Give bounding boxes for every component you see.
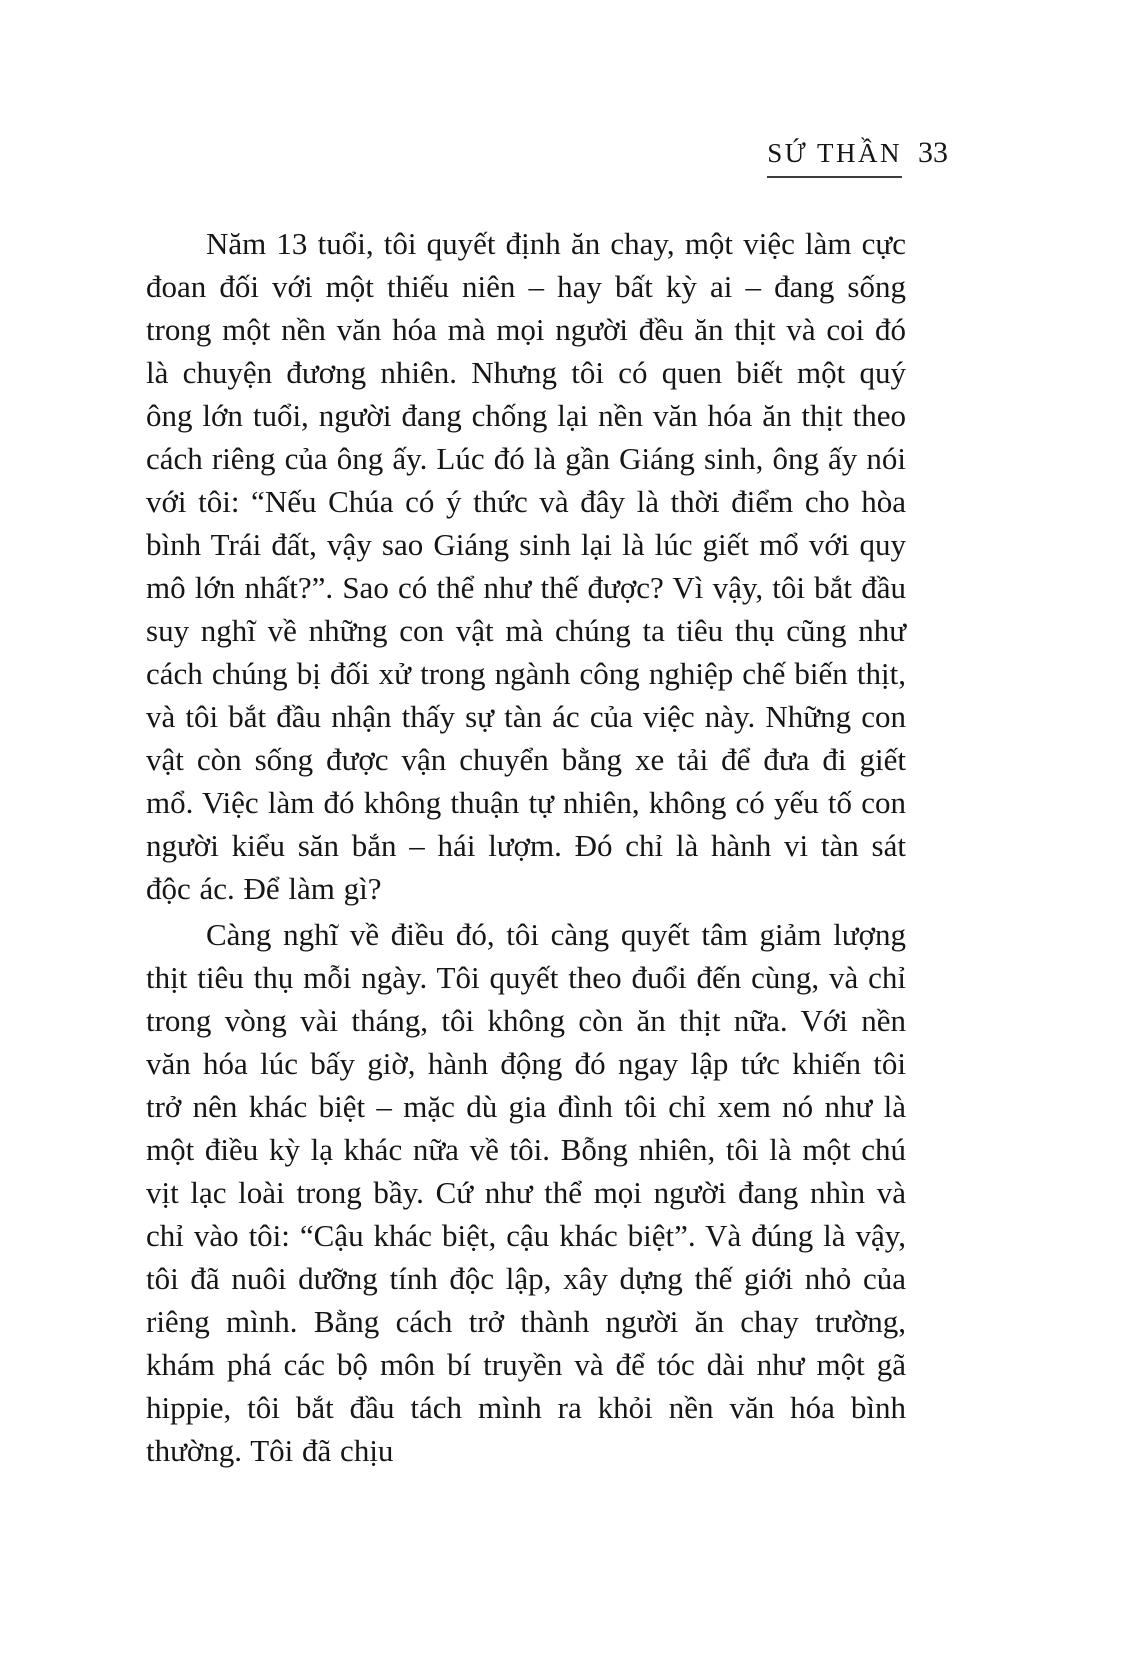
page-header	[767, 136, 948, 178]
running-title: SỨ THẦN	[767, 138, 902, 178]
paragraph: Càng nghĩ về điều đó, tôi càng quyết tâm giảm lượng thịt tiêu thụ mỗi ngày. Tôi quyết theo đuổi đến cùng, và chỉ trong vòng vài tháng, tôi không còn ăn thịt nữa. Với nền văn hóa lúc bấy giờ, hành động đó ngay lập tức khiến tôi trở nên khác biệt – mặc dù gia đình tôi chỉ xem nó như là một điều kỳ lạ khác nữa về tôi. Bỗng nhiên, tôi là một chú vịt lạc loài trong bầy. Cứ như thể mọi người đang nhìn và chỉ vào tôi: “Cậu khác biệt, cậu khác biệt”. Và đúng là vậy, tôi đã nuôi dưỡng tính độc lập, xây dựng thế giới nhỏ của riêng mình. Bằng cách trở thành người ăn chay trường, khám phá các bộ môn bí truyền và để tóc dài như một gã hippie, tôi bắt đầu tách mình ra khỏi nền văn hóa bình thường. Tôi đã chịu	[146, 917, 906, 1468]
text-block	[146, 222, 906, 1475]
page-number: 33	[918, 136, 948, 169]
paragraph: Năm 13 tuổi, tôi quyết định ăn chay, một việc làm cực đoan đối với một thiếu niên – hay bất kỳ ai – đang sống trong một nền văn hóa mà mọi người đều ăn thịt và coi đó là chuyện đương nhiên. Nhưng tôi có quen biết một quý ông lớn tuổi, người đang chống lại nền văn hóa ăn thịt theo cách riêng của ông ấy. Lúc đó là gần Giáng sinh, ông ấy nói với tôi: “Nếu Chúa có ý thức và đây là thời điểm cho hòa bình Trái đất, vậy sao Giáng sinh lại là lúc giết mổ với quy mô lớn nhất?”. Sao có thể như thế được? Vì vậy, tôi bắt đầu suy nghĩ về những con vật mà chúng ta tiêu thụ cũng như cách chúng bị đối xử trong ngành công nghiệp chế biến thịt, và tôi bắt đầu nhận thấy sự tàn ác của việc này. Những con vật còn sống được vận chuyển bằng xe tải để đưa đi giết mổ. Việc làm đó không thuận tự nhiên, không có yếu tố con người kiểu săn bắn – hái lượm. Đó chỉ là hành vi tàn sát độc ác. Để làm gì?	[146, 226, 906, 906]
